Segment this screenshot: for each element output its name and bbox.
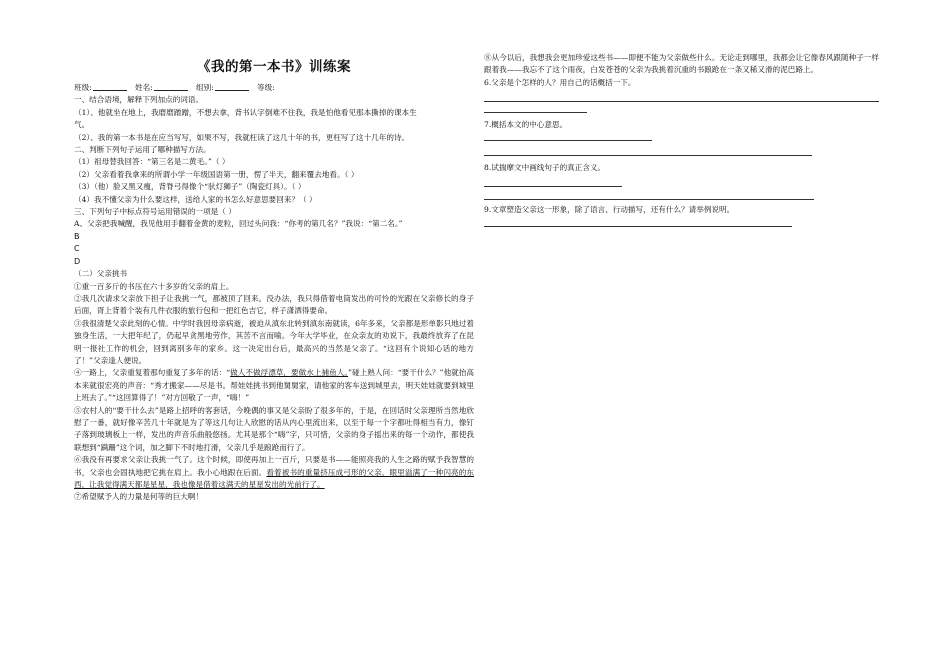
paragraph-1: ①重一百多斤的书压在六十多岁的父亲的肩上。 [74, 281, 234, 291]
section-2-q2: （2）父亲看着我拿来的所谓小学一年级国语第一册，愣了半天，翻来覆去地看。（ ） [74, 169, 359, 179]
section-3-heading: 三、下列句子中标点符号运用错误的一项是（ ） [74, 207, 236, 217]
student-info-row [74, 82, 474, 94]
group-label: 组别: [196, 83, 214, 92]
question-7: 7.概括本文的中心意思。 [484, 120, 568, 130]
paragraph-3: ③我很清楚父亲此刻的心情。中学时我因母亲病逝，被迫从滇东北转到滇东南就读，6年多来，父亲都是形单影只地过着独身生活，一大把年纪了，仍起早贪黑地劳作，其苦不言而喻。今年大学毕业，在众亲友的劝说下，我最终放弃了在昆明一报社工作的机会，回到离别多年的家乡。这一决定出台后，最高兴的当然是父亲了。“这回有个说知心话的地方了！”父亲逢人便说。 [74, 318, 474, 365]
underlined-sentence-1: 做人不做浮漂草，要做水上捕鱼人。 [230, 368, 349, 378]
section-1-heading: 一、结合语境，解释下列加点的词语。 [74, 95, 204, 105]
section-2-q3: （3）（他）脸又黑又瘦，背脊弓得像个“驮灯狮子”（陶瓷灯具）。（ ） [74, 182, 306, 192]
paragraph-6 [74, 454, 474, 491]
grade-label: 等级: [257, 83, 275, 92]
section-1-q1-cont: 气。 [74, 120, 90, 130]
section-2-q4: （4）我不懂父亲为什么要这样，送给人家的书怎么好意思要回来？（ ） [74, 194, 317, 204]
question-6: 6.父亲是个怎样的人？用自己的话概括一下。 [484, 77, 636, 87]
underlined-sentence-2: 看着被书的重量挤压成弓形的父亲，眼里溢满了一种闪亮的东西，让我觉得满天都是星星，我也像是借着这满天的星星发出的光前行了。 [74, 467, 475, 489]
class-blank[interactable] [93, 82, 127, 91]
paragraph-5: ⑤农村人的“要干什么去”是路上招呼的客套话，今晚偶的事又是父亲盼了很多年的，于是，在回话时父亲理所当然地欣慰了一番，就好像辛苦几十年就是为了等这几句让人欣慰的话从内心里流出来，以至于每一个字都吐得相当有力，像钉子落到玻璃板上一样，发出的声音乐曲般悠扬。尤其是那个“嗨”字，只可惜，父亲的身子摇出来的每一个动作，都使我联想到“蹒跚”这个词，加之脚下不时地打滑，父亲几乎是踉跄而行了。 [74, 405, 474, 452]
paragraph-4-end: ”碰上熟人问：“要干什么？”他就抬高本来就很宏亮的声音：“秀才搬家——尽是书。帮娃娃挑书到他舅舅家，请他家的客车送到城里去，明天娃娃就要到城里上班去了。”“这回算得了！”对方回敬了一声，“嗨！” [74, 368, 474, 403]
section-1-q1: （1）、他就坐在地上，我磨磨蹭蹭，不想去拿，背书认字倒难不住我，我是怕他看见那本撕掉的课本生 [74, 107, 417, 117]
paragraph-4 [74, 367, 474, 404]
left-column [74, 58, 474, 504]
paragraph-7: ⑦希望赋予人的力量是何等的巨大啊！ [74, 492, 204, 502]
question-9: 9.文章塑造父亲这一形象，除了语言、行动描写，还有什么？请举例说明。 [484, 205, 735, 215]
paragraph-6-start: ⑥我没有再要求父亲让我挑一气了。这个时候，即使再加上一百斤，只要是书——能照亮我的人生之路的赋予我智慧的书，父亲也会固执地把它挑在肩上。我小心地跟在后面。 [74, 455, 474, 477]
option-d: D [74, 256, 81, 266]
paragraph-2: ②我几次请求父亲放下担子让我挑一气，都被顶了回来。没办法，我只得借着电筒发出的可怜的光跟在父亲修长的身子后面，胥上背着个装有几件衣服的旅行包和一把红色吉它，样子潇洒得要命。 [74, 293, 474, 316]
paragraph-8: ⑧从今以后，我想我会更加珍爱这些书——即便不能为父亲做些什么。无论走到哪里，我都会让它像春风跟随种子一样跟着我——我忘不了这个雨夜，白发苍苍的父亲为我挑着沉重的书踉跄在一条又稀又滑的泥巴路上。 [484, 53, 879, 75]
option-b: B [74, 231, 80, 241]
paragraph-4-start: ④一路上，父亲重复着那句重复了多年的话：“ [74, 368, 231, 378]
right-column [484, 52, 879, 227]
section-2-q1: （1）祖母替我回答：“第三名是二黄毛。”（ ） [74, 157, 230, 167]
section-2-heading: 二、判断下列句子运用了哪种描写方法。 [74, 145, 211, 155]
passage-title: （二）父亲挑书 [74, 269, 128, 279]
option-c: C [74, 244, 80, 254]
class-label: 班级: [74, 83, 92, 92]
q9-answer-line-1[interactable] [484, 226, 792, 227]
name-blank[interactable] [154, 82, 188, 91]
name-label: 姓名: [135, 83, 153, 92]
page-title: 《我的第一本书》训练案 [197, 59, 351, 75]
option-a: A、父亲把我喊醒，我见他用手翻着金黄的麦粒，回过头问我：“你考的第几名？”我说：“第二名。” [74, 219, 403, 229]
group-blank[interactable] [215, 82, 249, 91]
question-8: 8.试揣摩文中画线句子的真正含义。 [484, 162, 606, 172]
section-1-q2: （2）、我的第一本书是在应当写写，如果不写，我就枉读了这几十年的书，更枉写了这十几年的诗。 [74, 132, 410, 142]
